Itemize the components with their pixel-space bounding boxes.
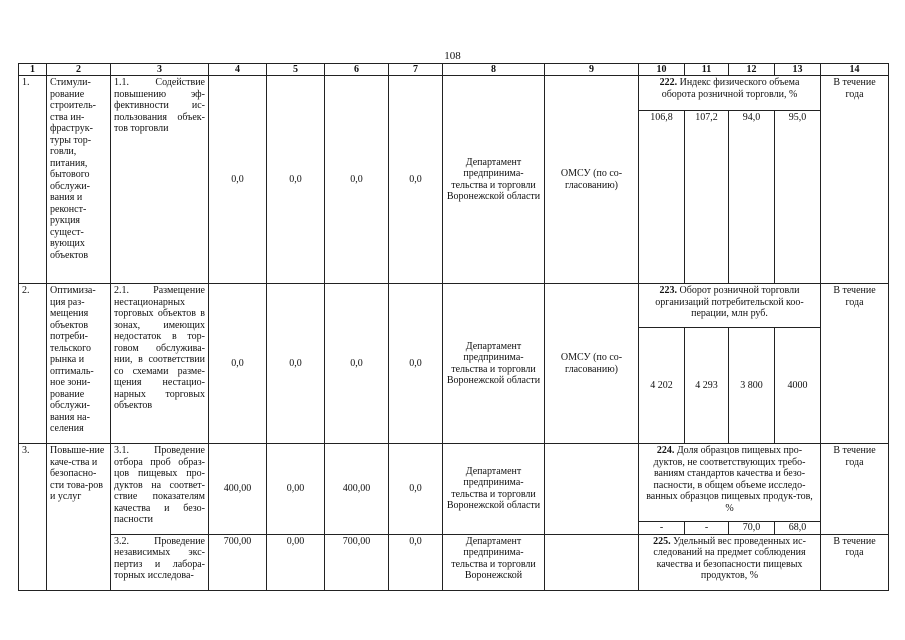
executor-cell: Департамент предпринима-тельства и торговли Воронежской	[443, 534, 545, 590]
coexecutor-cell	[545, 534, 639, 590]
value-cell: -	[685, 522, 729, 535]
indicator-cell	[639, 284, 821, 328]
amount-cell: 400,00	[325, 444, 389, 535]
table-row	[19, 284, 889, 328]
value-cell: 4 202	[639, 328, 685, 444]
col-header: 10	[639, 64, 685, 76]
indicator-number: 222.	[659, 77, 678, 88]
col-header: 6	[325, 64, 389, 76]
value-cell: 106,8	[639, 111, 685, 284]
amount-cell: 400,00	[209, 444, 267, 535]
amount-cell: 0,0	[389, 284, 443, 444]
indicator-cell	[639, 444, 821, 522]
coexecutor-cell: ОМСУ (по со-гласованию)	[545, 284, 639, 444]
amount-cell: 700,00	[325, 534, 389, 590]
col-header: 9	[545, 64, 639, 76]
value-cell: 107,2	[685, 111, 729, 284]
measure-cell: 1.1. Содействие повышению эф-фективности ис-пользования объек-тов торговли	[111, 76, 209, 284]
col-header: 11	[685, 64, 729, 76]
amount-cell: 0,0	[267, 284, 325, 444]
indicator-text: Доля образцов пищевых про-дуктов, не соответствующих требо-ваниям стандартов качества и безо-пасности, в общем объеме исследо-ванных образцов пищевых продук-тов, %	[646, 445, 813, 514]
indicator-number: 224.	[656, 445, 675, 456]
header-row	[19, 64, 889, 76]
page-number: 108	[444, 50, 461, 62]
goal-cell: Повыше-ние каче-ства и безопасно-сти това-ров и услуг	[47, 444, 111, 591]
value-cell: 95,0	[775, 111, 821, 284]
value-cell: 70,0	[729, 522, 775, 535]
amount-cell: 0,0	[325, 284, 389, 444]
amount-cell: 0,0	[389, 76, 443, 284]
value-cell: 4000	[775, 328, 821, 444]
value-cell: 4 293	[685, 328, 729, 444]
indicator-text: Индекс физического объема оборота розничной торговли, %	[661, 77, 800, 100]
col-header: 13	[775, 64, 821, 76]
amount-cell: 0,0	[267, 76, 325, 284]
value-cell: 94,0	[729, 111, 775, 284]
amount-cell: 0,0	[325, 76, 389, 284]
col-header: 12	[729, 64, 775, 76]
amount-cell: 0,00	[267, 534, 325, 590]
goal-cell: Стимули-рование строитель-ства ин-фраструк-туры тор-говли, питания, бытового обслужи-вания и реконст-рукция сущест-вующих объектов	[47, 76, 111, 284]
value-cell: 3 800	[729, 328, 775, 444]
col-header: 8	[443, 64, 545, 76]
amount-cell: 700,00	[209, 534, 267, 590]
col-header: 2	[47, 64, 111, 76]
indicator-text: Оборот розничной торговли организаций потребительской коо-перации, млн руб.	[655, 285, 804, 319]
amount-cell: 0,00	[267, 444, 325, 535]
row-number: 1.	[19, 76, 47, 284]
indicator-number: 223.	[659, 285, 678, 296]
col-header: 5	[267, 64, 325, 76]
row-number: 2.	[19, 284, 47, 444]
col-header: 3	[111, 64, 209, 76]
col-header: 1	[19, 64, 47, 76]
value-cell: 68,0	[775, 522, 821, 535]
amount-cell: 0,0	[389, 534, 443, 590]
executor-cell: Департамент предпринима-тельства и торговли Воронежской области	[443, 444, 545, 535]
amount-cell: 0,0	[209, 76, 267, 284]
measure-cell: 3.2. Проведение независимых экс-пертиз и лабора-торных исследова-	[111, 534, 209, 590]
col-header: 4	[209, 64, 267, 76]
value-cell: -	[639, 522, 685, 535]
table-row	[19, 444, 889, 522]
col-header: 7	[389, 64, 443, 76]
row-number: 3.	[19, 444, 47, 591]
goal-cell: Оптимиза-ция раз-мещения объектов потреби-тельского рынка и оптималь-ное зони-рование обслужи-вания на-селения	[47, 284, 111, 444]
measure-cell: 2.1. Размещение нестационарных торговых объектов в зонах, имеющих недостаток в тор-говом обслужива-нии, в соответствии со схемами разме-щения нестацио-нарных торговых объектов	[111, 284, 209, 444]
program-table	[18, 63, 889, 591]
indicator-cell	[639, 76, 821, 111]
indicator-number: 225.	[653, 535, 671, 547]
indicator-cell	[639, 534, 821, 590]
period-cell: В течение года	[821, 534, 889, 590]
period-cell: В течение года	[821, 76, 889, 284]
period-cell: В течение года	[821, 444, 889, 535]
amount-cell: 0,0	[209, 284, 267, 444]
table-row	[19, 76, 889, 111]
col-header: 14	[821, 64, 889, 76]
indicator-text: Удельный вес проведенных ис-следований на предмет соблюдения качества и безопасности пищевых продуктов, %	[653, 535, 806, 581]
coexecutor-cell: ОМСУ (по со-гласованию)	[545, 76, 639, 284]
amount-cell: 0,0	[389, 444, 443, 535]
coexecutor-cell	[545, 444, 639, 535]
executor-cell: Департамент предпринима-тельства и торговли Воронежской области	[443, 76, 545, 284]
table-row	[19, 534, 889, 590]
period-cell: В течение года	[821, 284, 889, 444]
measure-cell: 3.1. Проведение отбора проб образ-цов пищевых про-дуктов на соответ-ствие показателям качества и безо-пасности	[111, 444, 209, 535]
executor-cell: Департамент предпринима-тельства и торговли Воронежской области	[443, 284, 545, 444]
